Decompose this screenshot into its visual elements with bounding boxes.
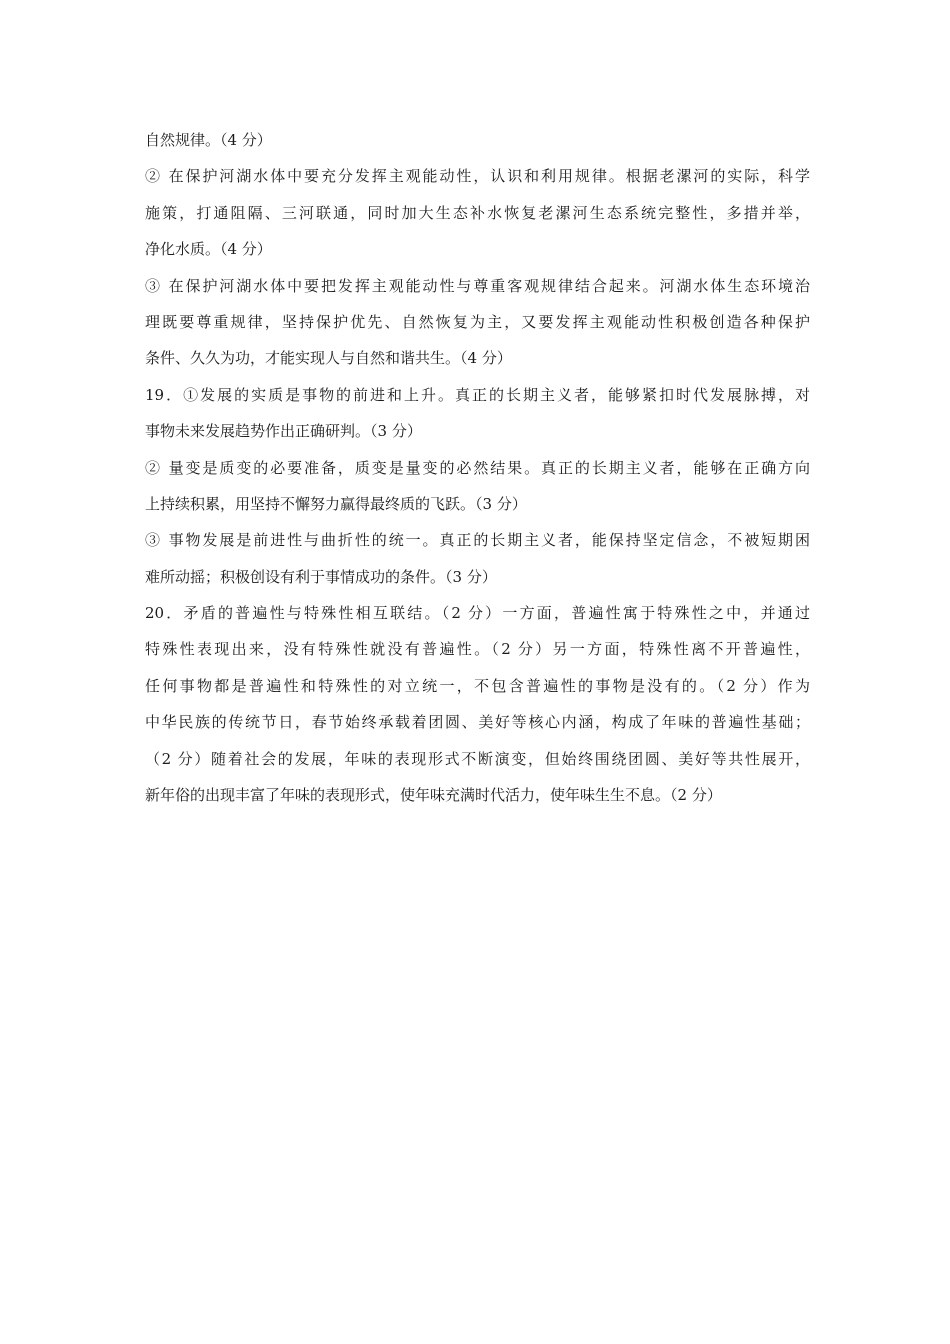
text-line: 19．①发展的实质是事物的前进和上升。真正的长期主义者，能够紧扣时代发展脉搏，对 [145, 385, 810, 404]
text-line: ② 在保护河湖水体中要充分发挥主观能动性，认识和利用规律。根据老漯河的实际，科学 [145, 167, 810, 186]
text-line: ③ 事物发展是前进性与曲折性的统一。真正的长期主义者，能保持坚定信念，不被短期困 [145, 531, 810, 550]
text-line: （2 分）随着社会的发展，年味的表现形式不断演变，但始终围绕团圆、美好等共性展开， [145, 749, 810, 768]
text-line: ③ 在保护河湖水体中要把发挥主观能动性与尊重客观规律结合起来。河湖水体生态环境治 [145, 276, 810, 295]
text-line: 难所动摇；积极创设有利于事情成功的条件。（3 分） [145, 567, 497, 586]
text-line: 理既要尊重规律，坚持保护优先、自然恢复为主，又要发挥主观能动性积极创造各种保护 [145, 312, 810, 331]
text-line: 自然规律。（4 分） [145, 131, 272, 149]
answer-text-block [145, 122, 810, 813]
text-line: 条件、久久为功，才能实现人与自然和谐共生。（4 分） [145, 349, 512, 368]
text-line: 任何事物都是普遍性和特殊性的对立统一，不包含普遍性的事物是没有的。（2 分）作为 [145, 676, 810, 695]
text-line: 事物未来发展趋势作出正确研判。（3 分） [145, 422, 422, 441]
text-line: 中华民族的传统节日，春节始终承载着团圆、美好等核心内涵，构成了年味的普遍性基础； [145, 713, 810, 732]
text-line: 净化水质。（4 分） [145, 240, 272, 259]
text-line: 施策，打通阻隔、三河联通，同时加大生态补水恢复老漯河生态系统完整性，多措并举， [145, 203, 810, 222]
text-line: 特殊性表现出来，没有特殊性就没有普遍性。（2 分）另一方面，特殊性离不开普遍性， [145, 640, 810, 659]
text-line: 20．矛盾的普遍性与特殊性相互联结。（2 分）一方面，普遍性寓于特殊性之中，并通过 [145, 604, 810, 623]
text-line: 新年俗的出现丰富了年味的表现形式，使年味充满时代活力，使年味生生不息。（2 分） [145, 786, 722, 805]
text-line: 上持续积累，用坚持不懈努力赢得最终质的飞跃。（3 分） [145, 494, 527, 513]
text-line: ② 量变是质变的必要准备，质变是量变的必然结果。真正的长期主义者，能够在正确方向 [145, 458, 810, 477]
